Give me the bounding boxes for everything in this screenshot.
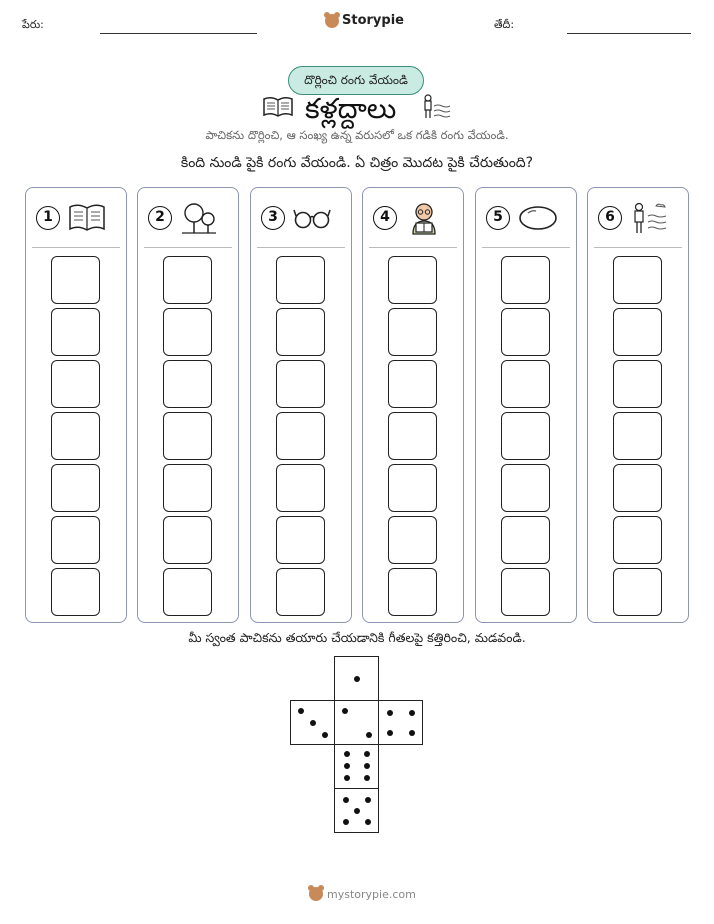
color-box[interactable]: [613, 360, 662, 408]
column-number: 6: [598, 206, 622, 230]
column-3: [250, 187, 352, 623]
dice-face-one[interactable]: [334, 656, 379, 701]
pip: [364, 763, 370, 769]
color-box[interactable]: [51, 568, 100, 616]
page-title: కళ్లద్దాలు: [305, 92, 397, 125]
column-number: 2: [148, 206, 172, 230]
color-box[interactable]: [163, 516, 212, 564]
color-box[interactable]: [388, 256, 437, 304]
stone-icon: [518, 204, 558, 232]
color-box[interactable]: [388, 360, 437, 408]
box-stack: [388, 256, 437, 620]
glasses-icon: [293, 206, 331, 230]
name-label: పేరు:: [22, 18, 44, 31]
date-line[interactable]: [567, 33, 691, 34]
box-stack: [501, 256, 550, 620]
color-box[interactable]: [501, 256, 550, 304]
column-number: 4: [373, 206, 397, 230]
footer: [309, 887, 416, 901]
color-box[interactable]: [163, 568, 212, 616]
person-at-sea-icon: [420, 92, 452, 122]
brand-name: Storypie: [342, 13, 404, 28]
column-number: 5: [486, 206, 510, 230]
pip: [354, 676, 360, 682]
dice-face-four[interactable]: [378, 700, 423, 745]
pip: [344, 751, 350, 757]
color-box[interactable]: [388, 516, 437, 564]
color-box[interactable]: [276, 256, 325, 304]
color-box[interactable]: [51, 308, 100, 356]
pip: [322, 732, 328, 738]
activity-badge: దొర్లించి రంగు వేయండి: [288, 66, 424, 95]
color-box[interactable]: [276, 568, 325, 616]
box-stack: [613, 256, 662, 620]
color-box[interactable]: [613, 568, 662, 616]
color-box[interactable]: [163, 308, 212, 356]
color-box[interactable]: [51, 360, 100, 408]
color-box[interactable]: [501, 516, 550, 564]
pip: [298, 708, 304, 714]
color-box[interactable]: [388, 464, 437, 512]
pip: [365, 797, 371, 803]
color-box[interactable]: [51, 464, 100, 512]
box-stack: [163, 256, 212, 620]
pip: [387, 730, 393, 736]
column-number: 1: [36, 206, 60, 230]
pip: [364, 751, 370, 757]
pip: [354, 808, 360, 814]
color-box[interactable]: [388, 568, 437, 616]
column-number: 3: [261, 206, 285, 230]
color-box[interactable]: [51, 516, 100, 564]
color-box[interactable]: [276, 360, 325, 408]
pip: [365, 819, 371, 825]
color-box[interactable]: [276, 464, 325, 512]
color-box[interactable]: [613, 516, 662, 564]
color-box[interactable]: [501, 360, 550, 408]
column-4: [362, 187, 464, 623]
color-box[interactable]: [276, 516, 325, 564]
pip: [344, 763, 350, 769]
brand-logo: [325, 13, 404, 28]
pip: [387, 710, 393, 716]
pip: [364, 775, 370, 781]
color-box[interactable]: [501, 308, 550, 356]
name-line[interactable]: [100, 33, 257, 34]
column-1: [25, 187, 127, 623]
color-box[interactable]: [51, 256, 100, 304]
column-2: [137, 187, 239, 623]
color-box[interactable]: [276, 412, 325, 460]
column-5: [475, 187, 577, 623]
color-box[interactable]: [388, 412, 437, 460]
date-label: తేదీ:: [494, 18, 515, 31]
trees-icon: [180, 201, 218, 235]
reading-grandma-icon: [405, 201, 443, 235]
color-box[interactable]: [51, 412, 100, 460]
box-stack: [276, 256, 325, 620]
dice-face-three[interactable]: [290, 700, 335, 745]
color-box[interactable]: [163, 360, 212, 408]
color-box[interactable]: [501, 412, 550, 460]
color-box[interactable]: [163, 256, 212, 304]
pip: [366, 732, 372, 738]
pip: [343, 797, 349, 803]
color-box[interactable]: [613, 308, 662, 356]
dice-face-two[interactable]: [334, 700, 379, 745]
person-at-sea-icon: [630, 200, 668, 236]
color-box[interactable]: [276, 308, 325, 356]
dice-face-six[interactable]: [334, 744, 379, 789]
dice-face-five[interactable]: [334, 788, 379, 833]
color-box[interactable]: [501, 464, 550, 512]
subtitle: పాచికను దొర్లించి, ఆ సంఖ్య ఉన్న వరుసలో ఒక గడికి రంగు వేయండి.: [205, 128, 509, 142]
color-box[interactable]: [613, 464, 662, 512]
color-box[interactable]: [163, 464, 212, 512]
color-box[interactable]: [613, 412, 662, 460]
instruction: కింది నుండి పైకి రంగు వేయండి. ఏ చిత్రం మొదట పైకి చేరుతుంది?: [180, 155, 534, 171]
color-box[interactable]: [613, 256, 662, 304]
pip: [409, 710, 415, 716]
footer-url[interactable]: mystorypie.com: [327, 887, 416, 901]
pip: [409, 730, 415, 736]
book-icon: [68, 202, 106, 234]
book-icon: [262, 96, 294, 118]
pip: [310, 720, 316, 726]
bear-logo-icon: [325, 14, 339, 28]
cut-instruction: మీ స్వంత పాచికను తయారు చేయడానికి గీతలపై కత్తిరించి, మడవండి.: [188, 630, 526, 645]
bear-logo-icon: [309, 887, 323, 901]
box-stack: [51, 256, 100, 620]
pip: [344, 775, 350, 781]
color-box[interactable]: [501, 568, 550, 616]
pip: [342, 708, 348, 714]
column-6: [587, 187, 689, 623]
color-box[interactable]: [388, 308, 437, 356]
pip: [343, 819, 349, 825]
color-box[interactable]: [163, 412, 212, 460]
